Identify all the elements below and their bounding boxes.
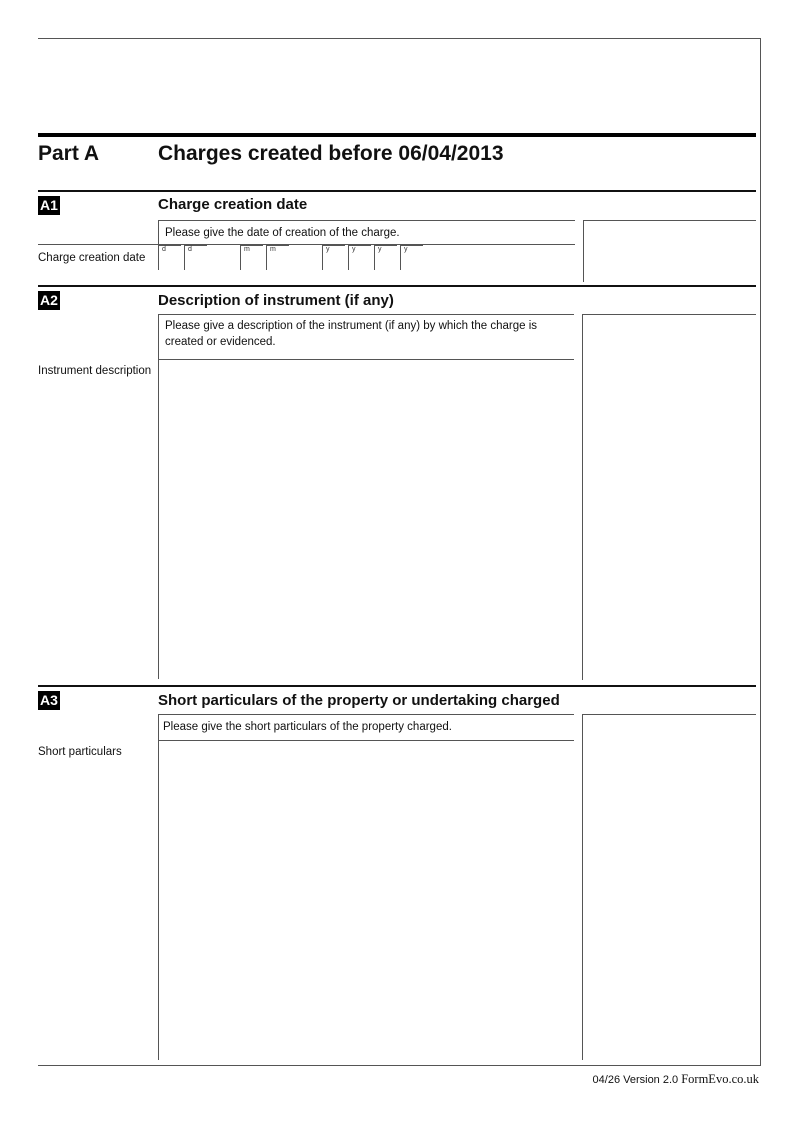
date-month-2-box[interactable] (266, 245, 289, 270)
section-a2-badge: A2 (38, 291, 60, 310)
section-a1-rule (38, 190, 756, 192)
date-day-2-hint: d (188, 246, 192, 253)
section-a3-rule (38, 685, 756, 687)
section-a3-badge: A3 (38, 691, 60, 710)
a3-instruction-left-rule (158, 714, 159, 740)
a2-field-rule (158, 359, 574, 360)
date-day-1-hint: d (162, 246, 166, 253)
a2-field-label: Instrument description (38, 365, 152, 377)
section-a1-title: Charge creation date (158, 196, 308, 213)
right-margin-rule (760, 38, 761, 1066)
footer-rule (38, 1065, 761, 1066)
section-a2-rule (38, 285, 756, 287)
date-month-1-box[interactable] (240, 245, 263, 270)
date-year-1-box[interactable] (322, 245, 345, 270)
a1-field-rule (38, 244, 575, 245)
a3-side-note-left-rule (582, 714, 583, 1060)
top-rule (38, 38, 761, 39)
section-a1-badge: A1 (38, 196, 60, 215)
a3-field-rule (158, 740, 574, 741)
a2-instruction-left-rule (158, 314, 159, 359)
a1-field-label: Charge creation date (38, 252, 146, 264)
date-year-2-hint: y (352, 246, 356, 253)
section-a2-title: Description of instrument (if any) (158, 292, 394, 309)
a1-side-note-left-rule (583, 220, 584, 282)
a1-instruction-left-rule (158, 220, 159, 244)
footer-version: 04/26 Version 2.0 (592, 1074, 679, 1086)
part-header-rule (38, 133, 756, 137)
instrument-description-input[interactable] (162, 362, 572, 676)
date-year-4-box[interactable] (400, 245, 423, 270)
date-year-1-hint: y (326, 246, 330, 253)
part-title: Charges created before 06/04/2013 (158, 142, 504, 165)
date-year-3-box[interactable] (374, 245, 397, 270)
footer (593, 1072, 759, 1087)
a3-instruction-top-rule (158, 714, 574, 715)
a3-field-left-rule (158, 740, 159, 1060)
date-month-2-hint: m (270, 246, 276, 253)
date-year-4-hint: y (404, 246, 408, 253)
a1-instruction: Please give the date of creation of the charge. (165, 227, 400, 239)
date-day-1-box[interactable] (158, 245, 181, 270)
date-month-1-hint: m (244, 246, 250, 253)
date-year-2-box[interactable] (348, 245, 371, 270)
a2-field-left-rule (158, 359, 159, 679)
a1-instruction-top-rule (158, 220, 575, 221)
a3-instruction: Please give the short particulars of the property charged. (163, 721, 452, 733)
a3-side-note-top-rule (582, 714, 756, 715)
short-particulars-input[interactable] (162, 743, 572, 1057)
a2-side-note-left-rule (582, 314, 583, 680)
a3-field-label: Short particulars (38, 746, 122, 758)
footer-brand: FormEvo.co.uk (681, 1072, 759, 1086)
section-a3-title: Short particulars of the property or undertaking charged (158, 692, 560, 709)
a2-instruction: Please give a description of the instrument (if any) by which the charge is created or evidenced. (165, 320, 538, 348)
date-day-2-box[interactable] (184, 245, 207, 270)
date-year-3-hint: y (378, 246, 382, 253)
a1-side-note-top-rule (583, 220, 756, 221)
a2-side-note-top-rule (582, 314, 756, 315)
part-label: Part A (38, 142, 100, 165)
a2-instruction-top-rule (158, 314, 574, 315)
